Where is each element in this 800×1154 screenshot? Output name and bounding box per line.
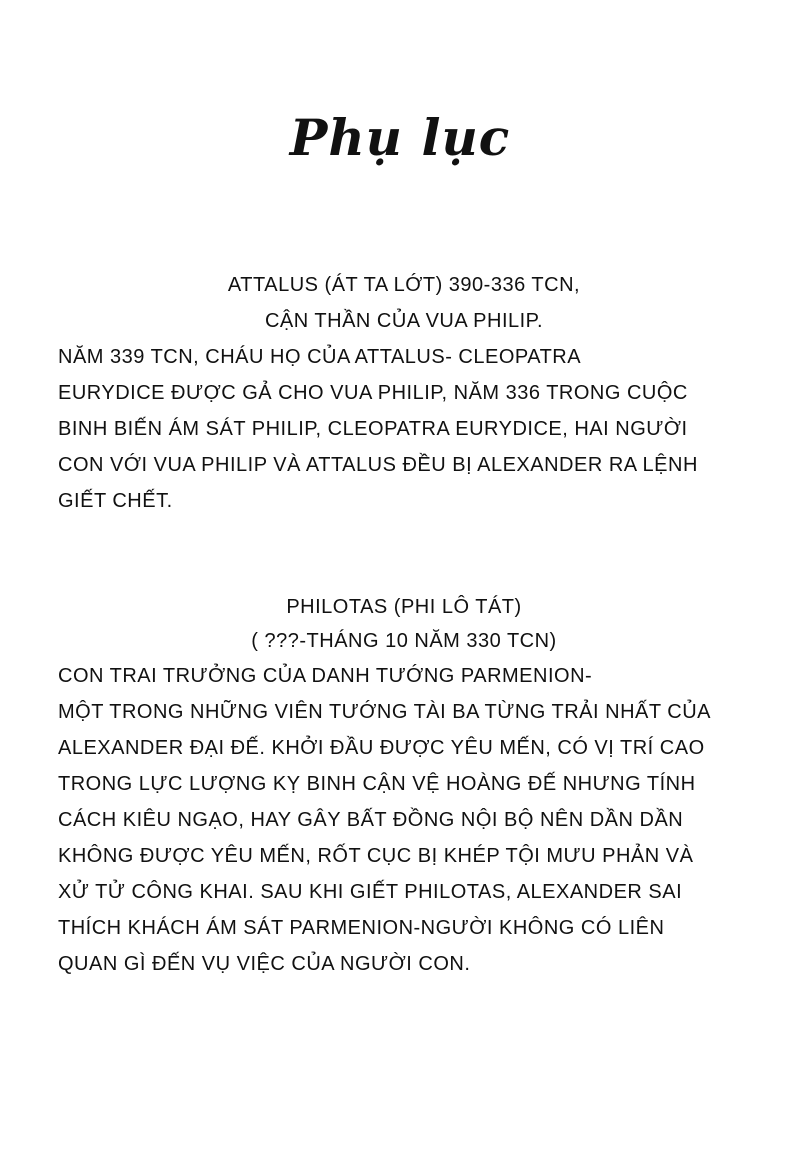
body-line: GIẾT CHẾT.: [58, 490, 173, 512]
body-line: THÍCH KHÁCH ÁM SÁT PARMENION-NGƯỜI KHÔNG CÓ LIÊN: [58, 917, 665, 939]
section-philotas: [58, 590, 750, 982]
body-line: MỘT TRONG NHỮNG VIÊN TƯỚNG TÀI BA TỪNG TRẢI NHẤT CỦA: [58, 701, 711, 723]
body-line: XỬ TỬ CÔNG KHAI. SAU KHI GIẾT PHILOTAS, ALEXANDER SAI: [58, 881, 683, 903]
body-line: CON VỚI VUA PHILIP VÀ ATTALUS ĐỀU BỊ ALEXANDER RA LỆNH: [58, 454, 698, 476]
section-attalus: [58, 267, 750, 519]
body-line: BINH BIẾN ÁM SÁT PHILIP, CLEOPATRA EURYDICE, HAI NGƯỜI: [58, 418, 688, 440]
body-line: NĂM 339 TCN, CHÁU HỌ CỦA ATTALUS- CLEOPATRA: [58, 346, 582, 368]
section-heading: ATTALUS (ÁT TA LỚT) 390-336 TCN,: [227, 274, 581, 296]
body-line: QUAN GÌ ĐẾN VỤ VIỆC CỦA NGƯỜI CON.: [58, 953, 471, 975]
body-line: CON TRAI TRƯỞNG CỦA DANH TƯỚNG PARMENION-: [58, 665, 593, 687]
section-subheading: CẬN THẦN CỦA VUA PHILIP.: [264, 310, 543, 332]
body-line: KHÔNG ĐƯỢC YÊU MẾN, RỐT CỤC BỊ KHÉP TỘI MƯU PHẢN VÀ: [58, 845, 694, 867]
body-line: CÁCH KIÊU NGẠO, HAY GÂY BẤT ĐỒNG NỘI BỘ NÊN DẦN DẦN: [58, 809, 684, 831]
body-line: ALEXANDER ĐẠI ĐẾ. KHỞI ĐẦU ĐƯỢC YÊU MẾN, CÓ VỊ TRÍ CAO: [58, 737, 705, 759]
body-line: EURYDICE ĐƯỢC GẢ CHO VUA PHILIP, NĂM 336 TRONG CUỘC: [58, 382, 688, 404]
page-title: Phụ lục: [289, 108, 511, 167]
section-heading: PHILOTAS (PHI LÔ TÁT): [286, 596, 522, 618]
body-line: TRONG LỰC LƯỢNG KỴ BINH CẬN VỆ HOÀNG ĐẾ NHƯNG TÍNH: [58, 773, 696, 795]
section-subheading: ( ???-THÁNG 10 NĂM 330 TCN): [251, 630, 557, 652]
